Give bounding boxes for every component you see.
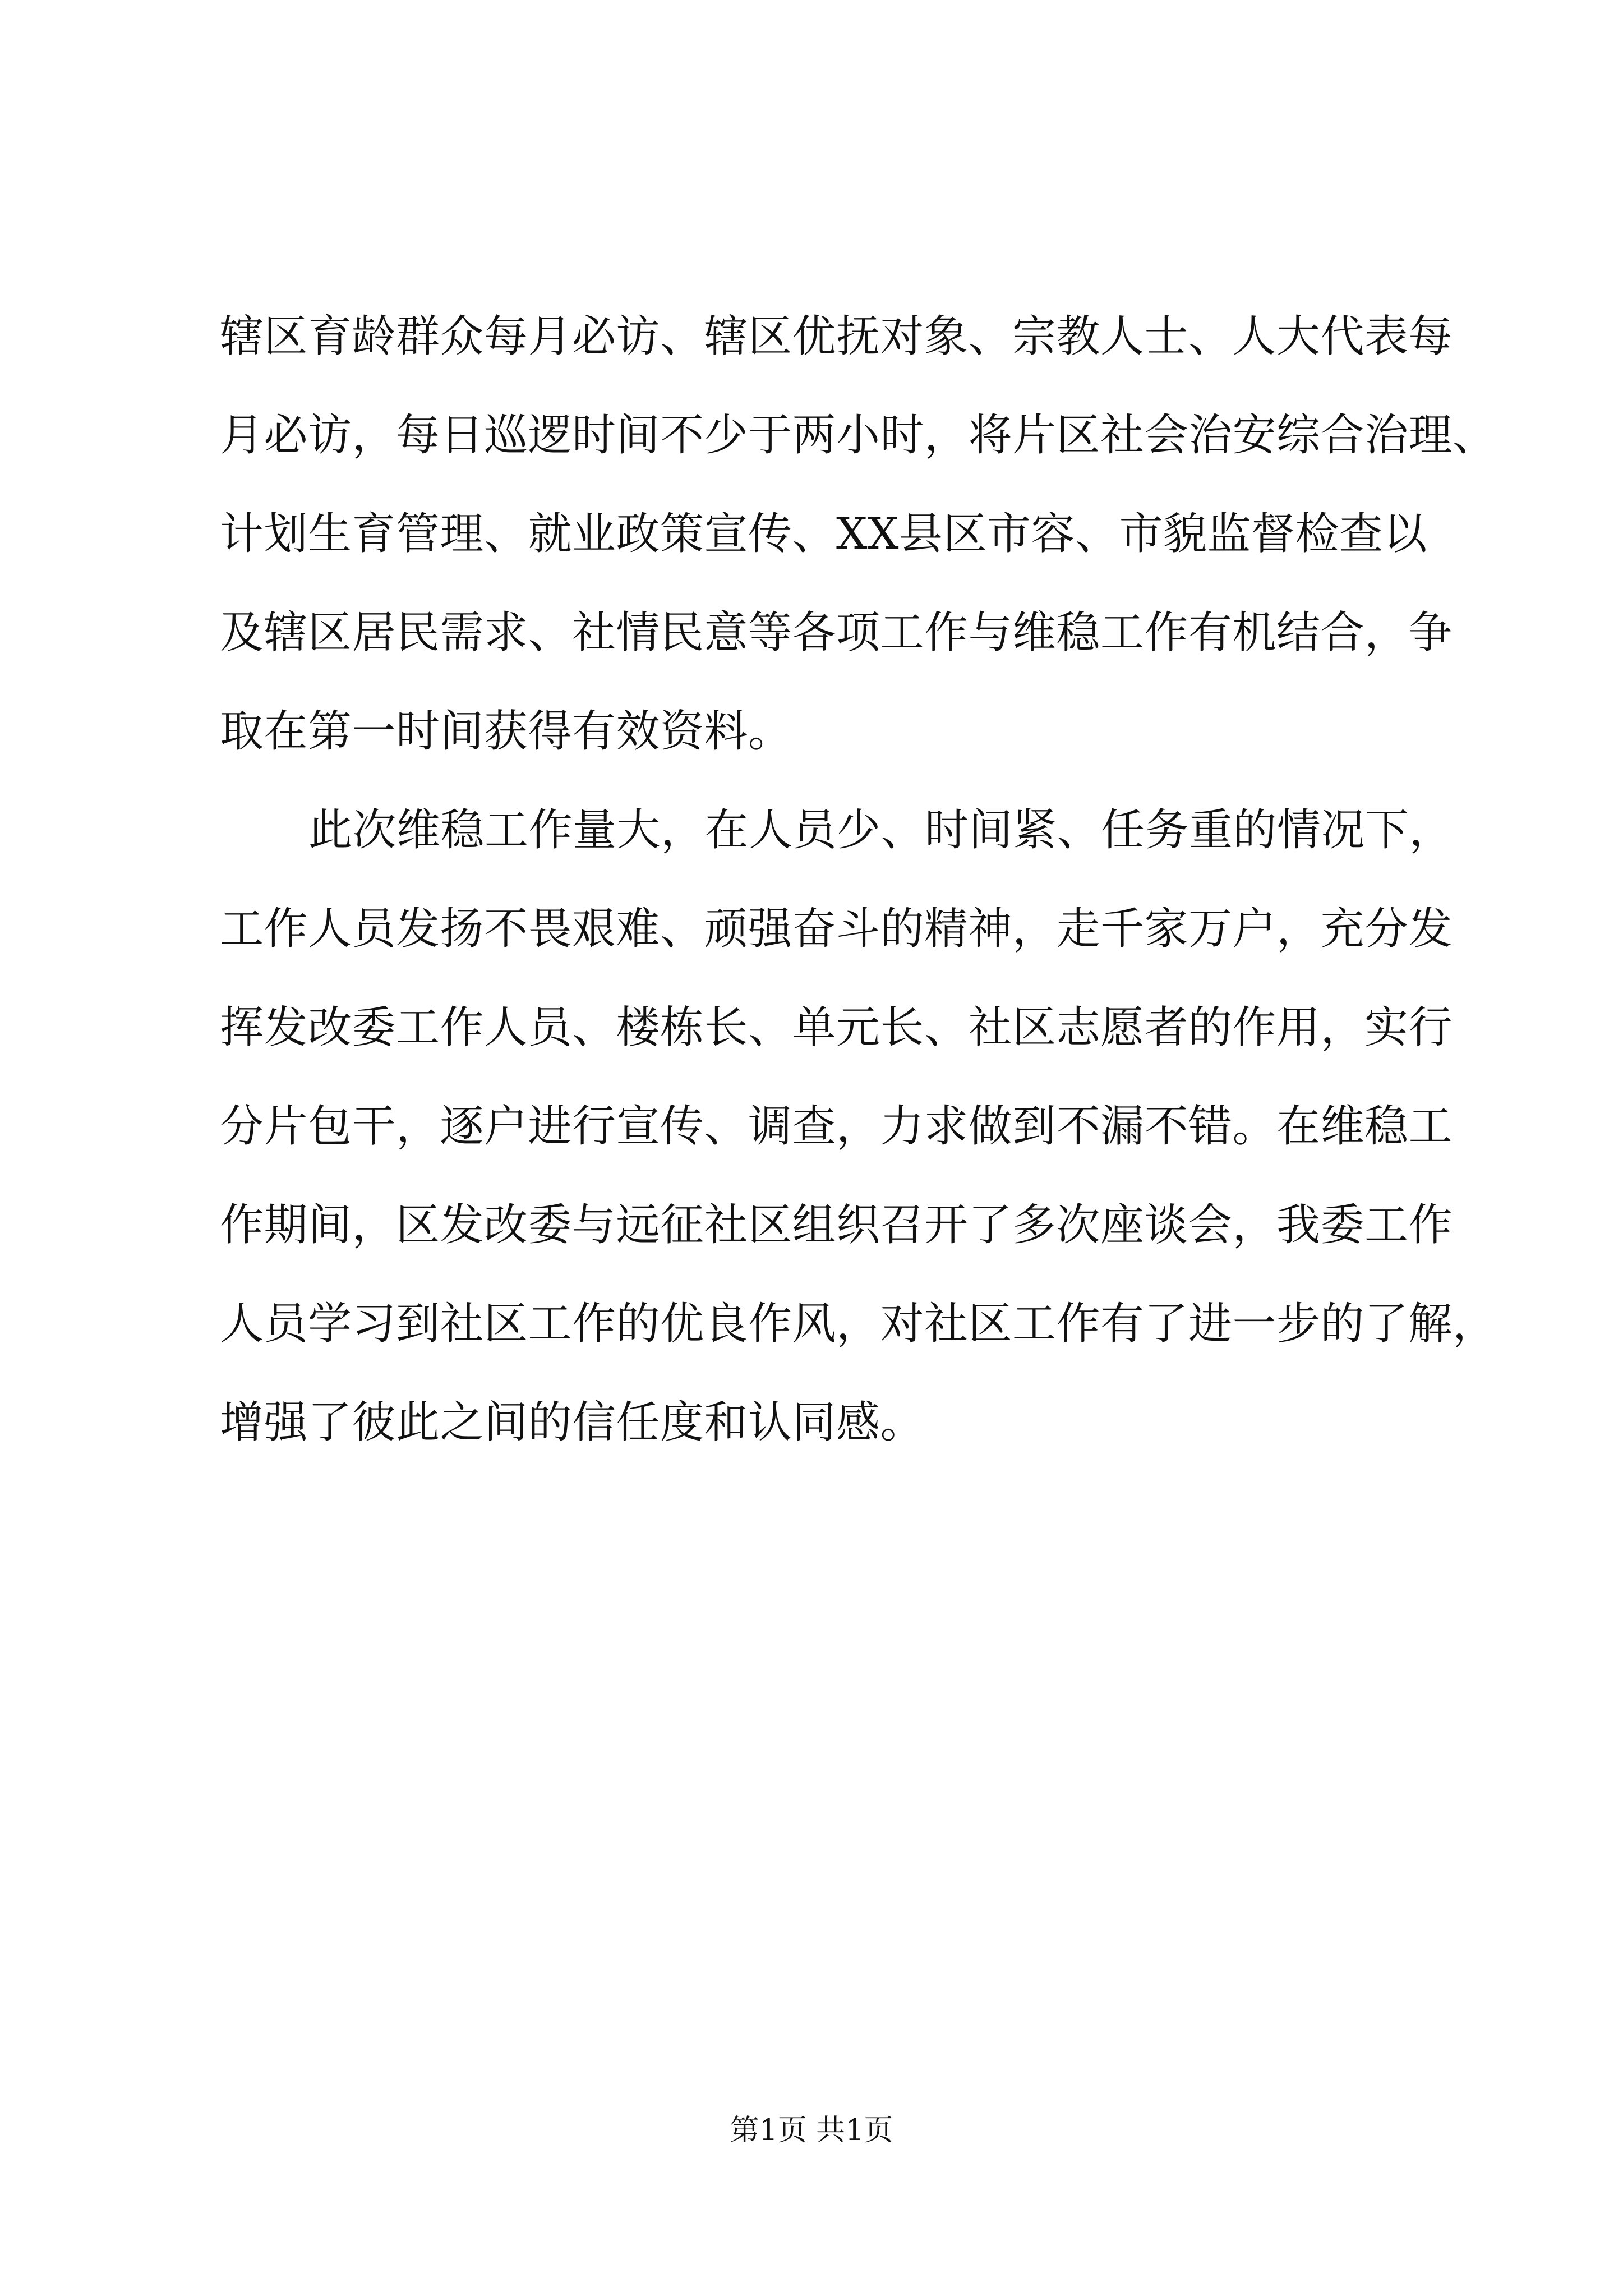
page-footer: 第1页 共1页 (730, 2114, 893, 2147)
text-line: 月必访，每日巡逻时间不少于两小时，将片区社会治安综合治理、 (220, 410, 1497, 461)
text-line: 分片包干，逐户进行宣传、调查，力求做到不漏不错。在维稳工 (220, 1101, 1453, 1152)
text-line: 挥发改委工作人员、楼栋长、单元长、社区志愿者的作用，实行 (220, 1002, 1453, 1053)
text-line: 及辖区居民需求、社情民意等各项工作与维稳工作有机结合，争 (220, 608, 1453, 658)
document-body (220, 287, 1497, 1472)
paragraph-1 (220, 287, 1497, 781)
text-line: 人员学习到社区工作的优良作风，对社区工作有了进一步的了解， (220, 1299, 1497, 1349)
paragraph-2 (220, 781, 1497, 1472)
text-line: 作期间，区发改委与远征社区组织召开了多次座谈会，我委工作 (220, 1200, 1453, 1250)
text-line: 计划生育管理、就业政策宣传、XX县区市容、市貌监督检查以 (220, 509, 1428, 559)
text-line: 辖区育龄群众每月必访、辖区优抚对象、宗教人士、人大代表每 (220, 311, 1453, 362)
text-line: 工作人员发扬不畏艰难、顽强奋斗的精神，走千家万户，充分发 (220, 904, 1453, 954)
text-line: 增强了彼此之间的信任度和认同感。 (220, 1397, 925, 1448)
text-line: 此次维稳工作量大，在人员少、时间紧、任务重的情况下， (308, 805, 1454, 855)
text-line: 取在第一时间获得有效资料。 (220, 706, 792, 757)
